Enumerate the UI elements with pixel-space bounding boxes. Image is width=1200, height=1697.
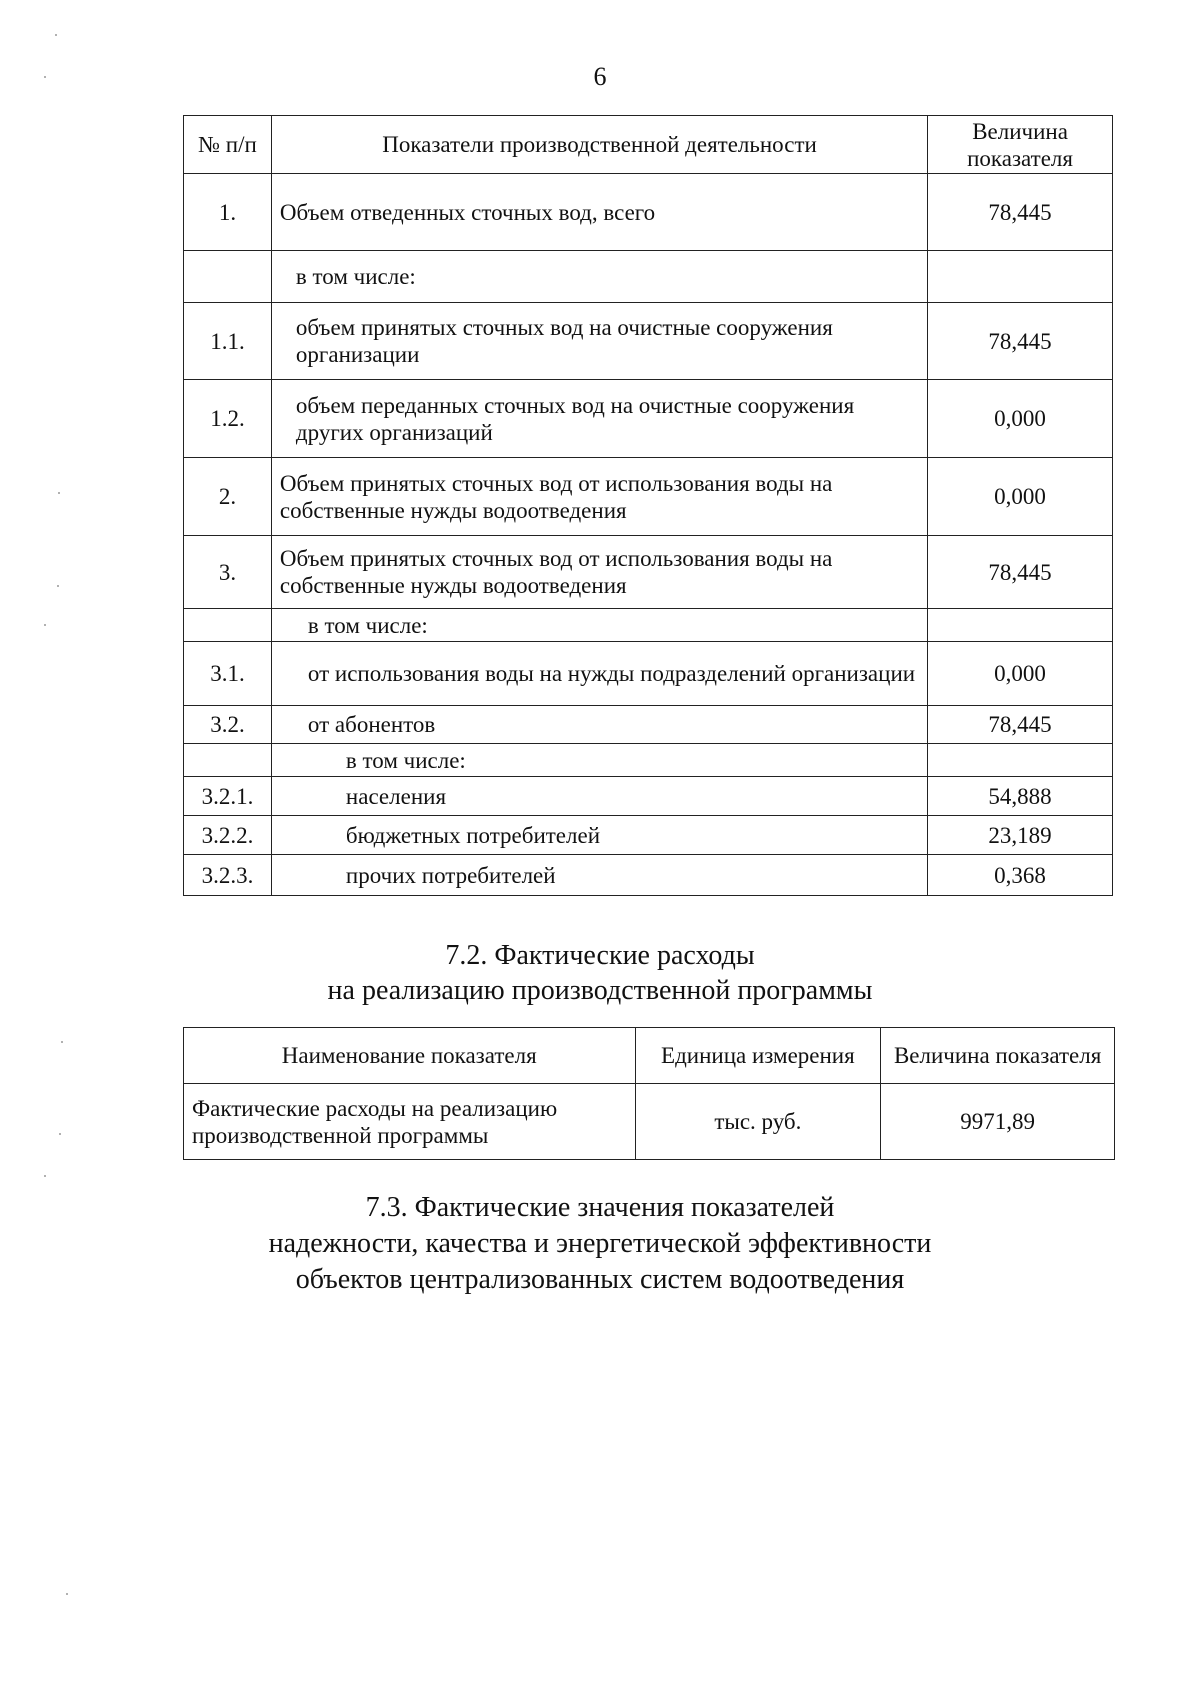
row-label: Объем отведенных сточных вод, всего: [271, 174, 927, 251]
row-label: в том числе:: [271, 744, 927, 777]
row-num: 3.2.2.: [184, 816, 272, 855]
table-row: [184, 380, 1113, 458]
header-value: Величина показателя: [881, 1028, 1115, 1084]
header-indicator-name: Наименование показателя: [184, 1028, 636, 1084]
table-row: [184, 609, 1113, 642]
row-num: [184, 609, 272, 642]
row-value: 78,445: [928, 303, 1113, 380]
row-unit: тыс. руб.: [635, 1084, 881, 1160]
row-num: 1.1.: [184, 303, 272, 380]
table-row: [184, 816, 1113, 855]
row-value: 78,445: [928, 536, 1113, 609]
header-value: Величина показателя: [928, 116, 1113, 174]
row-value: 0,000: [928, 642, 1113, 706]
row-num: 3.2.3.: [184, 855, 272, 896]
table-row: [184, 642, 1113, 706]
row-value: [928, 251, 1113, 303]
row-value: 9971,89: [881, 1084, 1115, 1160]
page-number: 6: [593, 62, 607, 91]
section-7-3-title-line3: объектов централизованных систем водоотведения: [295, 1264, 905, 1295]
row-label: объем переданных сточных вод на очистные сооружения других организаций: [271, 380, 927, 458]
row-num: 3.: [184, 536, 272, 609]
section-7-2-title-line2: на реализацию производственной программы: [327, 975, 873, 1006]
row-value: 0,000: [928, 380, 1113, 458]
header-unit: Единица измерения: [635, 1028, 881, 1084]
row-num: [184, 744, 272, 777]
row-label: Фактические расходы на реализацию производственной программы: [184, 1084, 636, 1160]
header-indicator: Показатели производственной деятельности: [271, 116, 927, 174]
scan-speck: [44, 624, 46, 626]
scan-speck: [58, 492, 60, 494]
row-label: Объем принятых сточных вод от использования воды на собственные нужды водоотведения: [271, 536, 927, 609]
row-value: 23,189: [928, 816, 1113, 855]
scan-speck: [57, 585, 59, 587]
row-label: от абонентов: [271, 706, 927, 744]
scan-speck: [66, 1593, 68, 1595]
table-row: [184, 303, 1113, 380]
row-value: 0,000: [928, 458, 1113, 536]
row-label: населения: [271, 777, 927, 816]
scan-speck: [44, 1175, 46, 1177]
table-header-row: [184, 116, 1113, 174]
table-row: [184, 777, 1113, 816]
row-value: 54,888: [928, 777, 1113, 816]
section-7-3-title-line1: 7.3. Фактические значения показателей: [365, 1192, 835, 1223]
table-row: [184, 1084, 1115, 1160]
scan-speck: [59, 1133, 61, 1135]
table-row: [184, 251, 1113, 303]
row-num: 1.: [184, 174, 272, 251]
table-row: [184, 855, 1113, 896]
row-value: [928, 609, 1113, 642]
row-label: объем принятых сточных вод на очистные сооружения организации: [271, 303, 927, 380]
row-value: 78,445: [928, 706, 1113, 744]
table-row: [184, 174, 1113, 251]
row-label: в том числе:: [271, 251, 927, 303]
row-label: от использования воды на нужды подразделений организации: [271, 642, 927, 706]
row-label: прочих потребителей: [271, 855, 927, 896]
row-value: 78,445: [928, 174, 1113, 251]
row-num: 1.2.: [184, 380, 272, 458]
row-value: [928, 744, 1113, 777]
row-num: [184, 251, 272, 303]
table-header-row: [184, 1028, 1115, 1084]
table-row: [184, 706, 1113, 744]
production-indicators-table: [183, 115, 1113, 896]
scan-speck: [61, 1041, 63, 1043]
row-value: 0,368: [928, 855, 1113, 896]
row-label: бюджетных потребителей: [271, 816, 927, 855]
scan-speck: [44, 76, 46, 78]
row-num: 3.2.1.: [184, 777, 272, 816]
row-label: Объем принятых сточных вод от использования воды на собственные нужды водоотведения: [271, 458, 927, 536]
row-label: в том числе:: [271, 609, 927, 642]
section-7-3-title-line2: надежности, качества и энергетической эффективности: [268, 1228, 932, 1259]
section-7-2-title-line1: 7.2. Фактические расходы: [445, 940, 755, 971]
table-row: [184, 536, 1113, 609]
table-row: [184, 744, 1113, 777]
header-num: № п/п: [184, 116, 272, 174]
scan-speck: [55, 34, 57, 36]
row-num: 2.: [184, 458, 272, 536]
row-num: 3.1.: [184, 642, 272, 706]
row-num: 3.2.: [184, 706, 272, 744]
table-row: [184, 458, 1113, 536]
actual-expenses-table: [183, 1027, 1115, 1160]
